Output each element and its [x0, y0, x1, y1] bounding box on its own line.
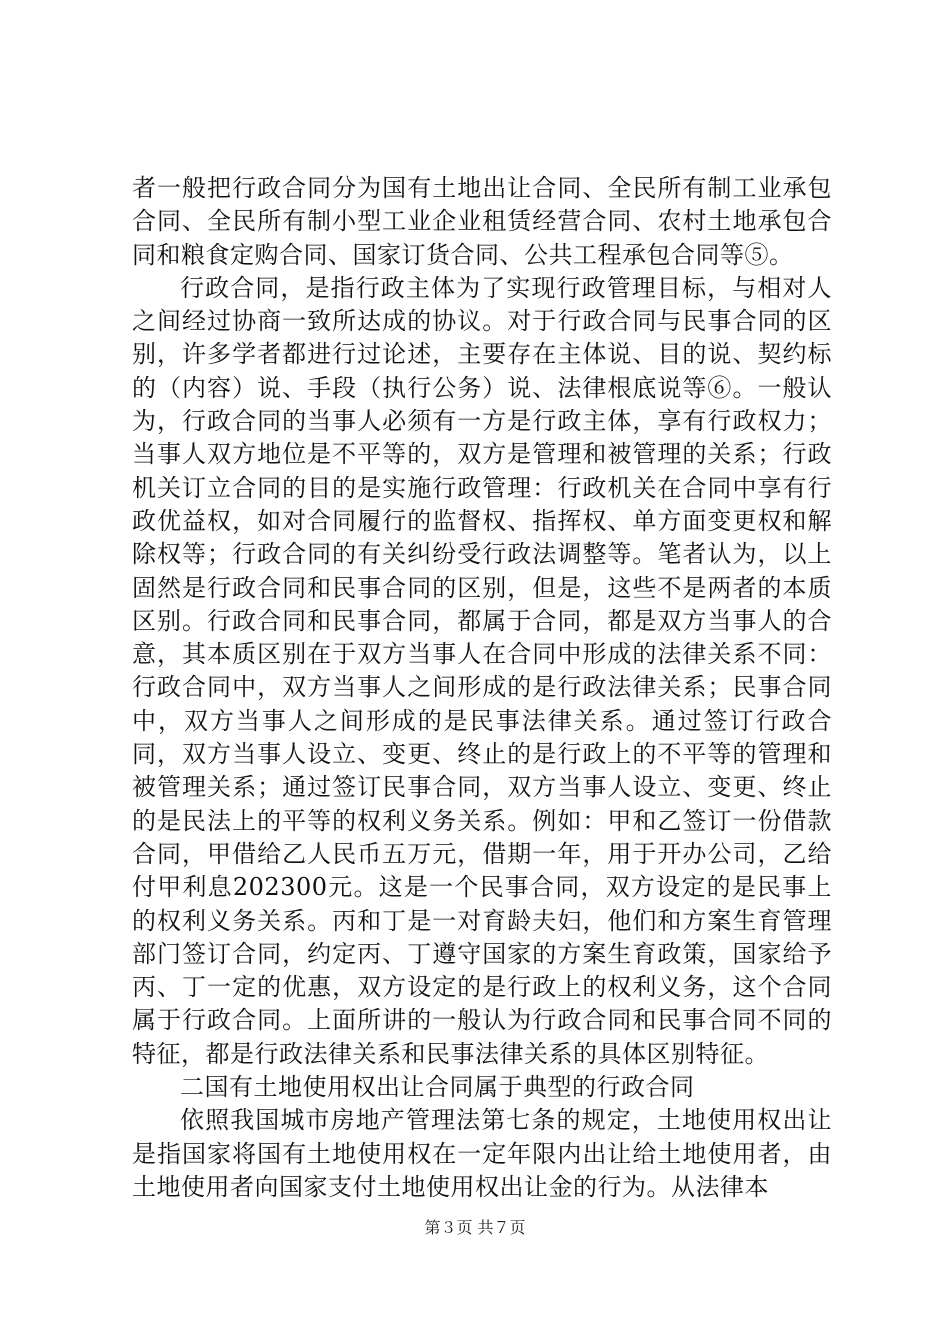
page-footer: [0, 1218, 950, 1238]
paragraph-land-use-right: 依照我国城市房地产管理法第七条的规定，土地使用权出让是指国家将国有土地使用权在一定年限内出让给土地使用者，由土地使用者向国家支付土地使用权出让金的行为。从法律本: [132, 1106, 832, 1201]
paragraph-administrative-contract-definition: 行政合同，是指行政主体为了实现行政管理目标，与相对人之间经过协商一致所达成的协议。对于行政合同与民事合同的区别，许多学者都进行过论述，主要存在主体说、目的说、契约标的（内容）说、手段（执行公务）说、法律根底说等⑥。一般认为，行政合同的当事人必须有一方是行政主体，享有行政权力；当事人双方地位是不平等的，双方是管理和被管理的关系；行政机关订立合同的目的是实施行政管理：行政机关在合同中享有行政优益权，如对合同履行的监督权、指挥权、单方面变更权和解除权等；行政合同的有关纠纷受行政法调整等。笔者认为，以上固然是行政合同和民事合同的区别，但是，这些不是两者的本质区别。行政合同和民事合同，都属于合同，都是双方当事人的合意，其本质区别在于双方当事人在合同中形成的法律关系不同：行政合同中，双方当事人之间形成的是行政法律关系；民事合同中，双方当事人之间形成的是民事法律关系。通过签订行政合同，双方当事人设立、变更、终止的是行政上的不平等的管理和被管理关系；通过签订民事合同，双方当事人设立、变更、终止的是民法上的平等的权利义务关系。例如：甲和乙签订一份借款合同，甲借给乙人民币五万元，借期一年，用于开办公司，乙给付甲利息202300元。这是一个民事合同，双方设定的是民事上的权利义务关系。丙和丁是一对育龄夫妇，他们和方案生育管理部门签订合同，约定丙、丁遵守国家的方案生育政策，国家给予丙、丁一定的优惠，双方设定的是行政上的权利义务，这个合同属于行政合同。上面所讲的一般认为行政合同和民事合同不同的特征，都是行政法律关系和民事法律关系的具体区别特征。: [132, 273, 832, 1068]
paragraph-continuation: 者一般把行政合同分为国有土地出让合同、全民所有制工业承包合同、全民所有制小型工业企业租赁经营合同、农村土地承包合同和粮食定购合同、国家订货合同、公共工程承包合同等⑤。: [132, 174, 832, 269]
document-body: [132, 172, 832, 1204]
page-number: 第３页 共７页: [424, 1218, 526, 1237]
section-heading: 二国有土地使用权出让合同属于典型的行政合同: [180, 1073, 695, 1102]
